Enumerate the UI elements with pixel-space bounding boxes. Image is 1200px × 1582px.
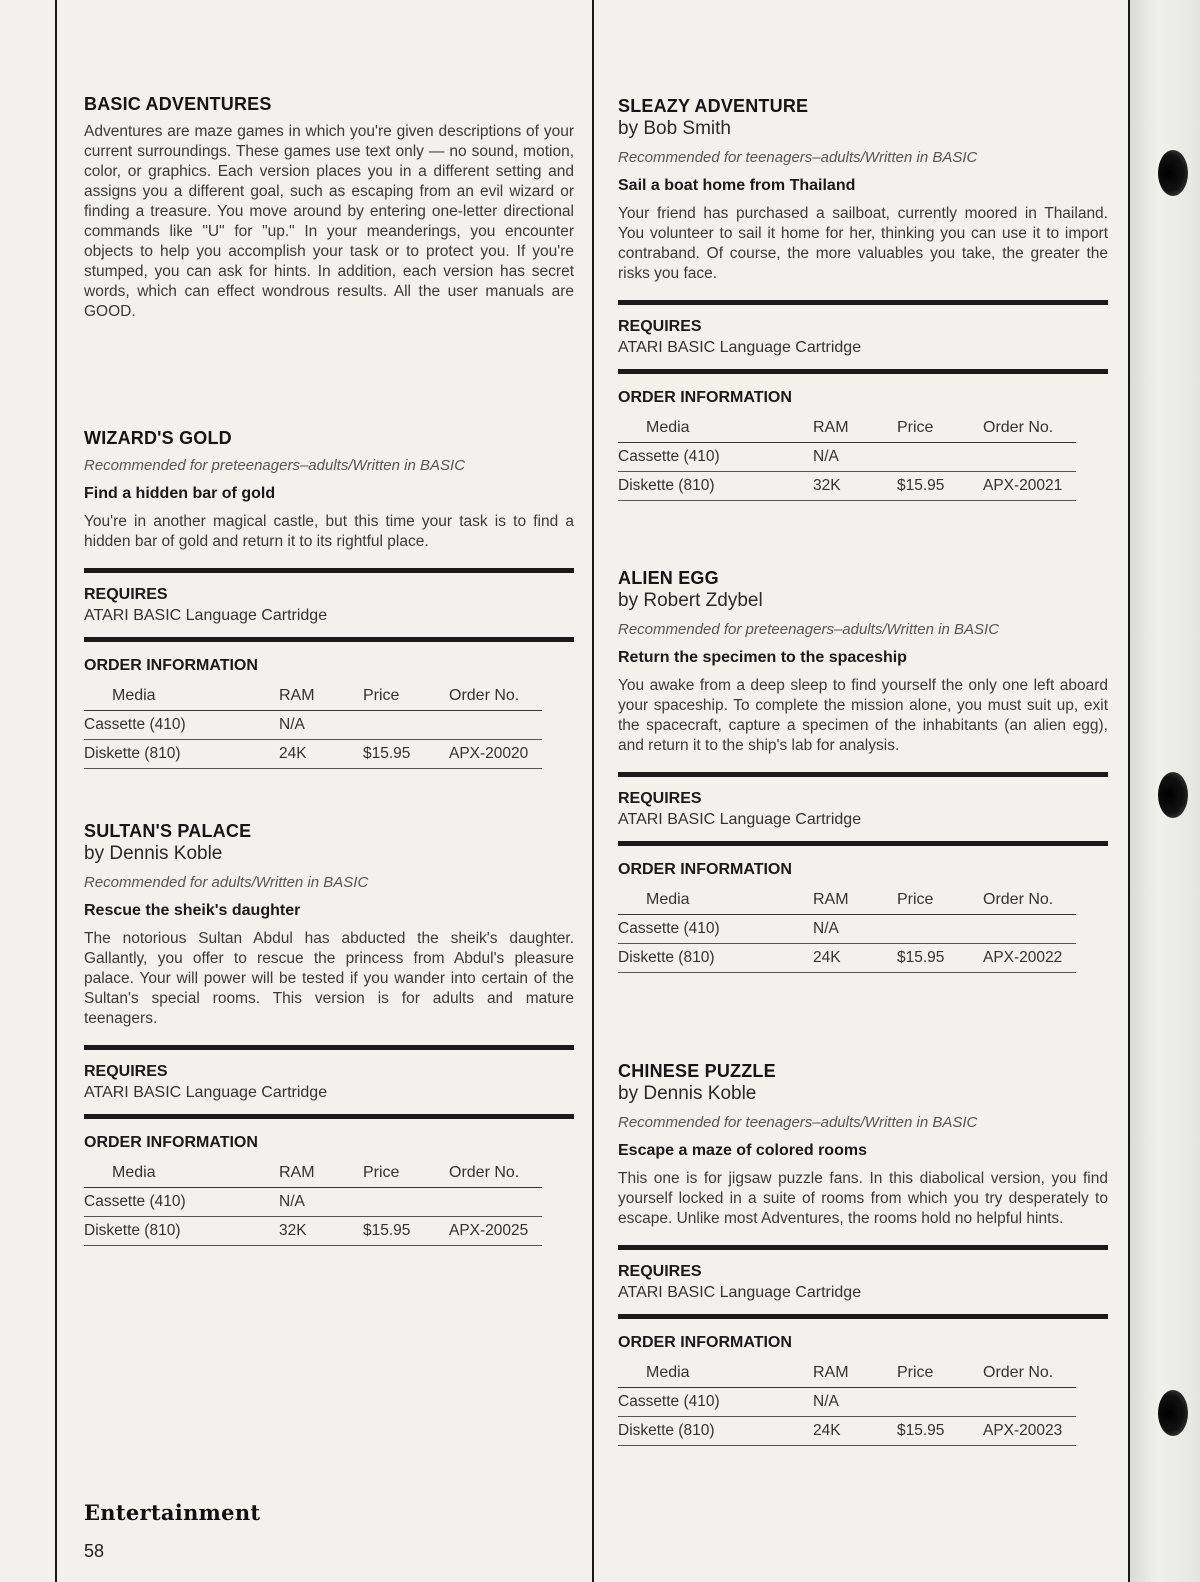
program-subtitle: Escape a maze of colored rooms [618,1142,867,1159]
order-table [84,1159,542,1246]
requires-label: REQUIRES [84,586,168,603]
header-media: Media [618,886,813,914]
left-column-rule [55,0,57,1582]
order-information-label: ORDER INFORMATION [618,1334,792,1351]
table-row [84,1216,542,1245]
table-row [618,471,1076,500]
cell-order-no [449,1187,542,1216]
order-table-header [618,414,1076,442]
order-table-header [618,1359,1076,1387]
header-price: Price [897,414,983,442]
program-author: by Dennis Koble [84,843,223,864]
program-description: You're in another magical castle, but this time your task is to find a hidden bar of gold and return it to its rightful place. [84,513,574,550]
program-subtitle: Rescue the sheik's daughter [84,902,301,919]
cell-ram: 24K [813,1416,897,1445]
cell-order-no [449,710,542,739]
header-order-no: Order No. [983,1359,1076,1387]
cell-ram: N/A [813,1387,897,1416]
basic-adventures-section [84,93,574,322]
program-title: SULTAN'S PALACE [84,821,252,841]
order-table-header [84,682,542,710]
program-description: You awake from a deep sleep to find yourself the only one left aboard your spaceship. To complete the mission alone, you must suit up, exit the spacecraft, capture a specimen of the inhabitants (an alien egg), and return it to the ship's lab for analysis. [618,677,1108,754]
order-table [618,886,1076,973]
order-information-label: ORDER INFORMATION [618,389,792,406]
order-table-header [618,886,1076,914]
requires-text: ATARI BASIC Language Cartridge [84,607,328,624]
order-information-label: ORDER INFORMATION [84,657,258,674]
left-column [84,0,574,1582]
cell-ram: 24K [813,943,897,972]
divider-rule [84,637,574,642]
sultans-palace-entry [84,820,574,1246]
alien-egg-entry [618,567,1108,973]
order-information-label: ORDER INFORMATION [84,1134,258,1151]
cell-price: $15.95 [363,739,449,768]
divider-rule [618,1314,1108,1319]
center-column-rule [592,0,594,1582]
header-ram: RAM [813,886,897,914]
requires-text: ATARI BASIC Language Cartridge [84,1084,328,1101]
cell-ram: N/A [813,914,897,943]
header-media: Media [84,1159,279,1187]
program-recommendation: Recommended for preteenagers–adults/Written in BASIC [618,621,1000,638]
header-order-no: Order No. [449,682,542,710]
program-subtitle: Find a hidden bar of gold [84,485,276,502]
cell-media: Diskette (810) [84,739,279,768]
program-title: ALIEN EGG [618,568,719,588]
table-row [618,442,1076,471]
wizards-gold-entry [84,427,574,769]
requires-text: ATARI BASIC Language Cartridge [618,1284,862,1301]
cell-ram: N/A [279,710,363,739]
header-order-no: Order No. [983,414,1076,442]
requires-label: REQUIRES [618,790,702,807]
program-title: WIZARD'S GOLD [84,428,232,448]
divider-rule [618,1245,1108,1250]
header-ram: RAM [279,682,363,710]
cell-order-no [983,914,1076,943]
requires-text: ATARI BASIC Language Cartridge [618,339,862,356]
cell-price: $15.95 [897,1416,983,1445]
table-row [84,710,542,739]
cell-price [897,1387,983,1416]
order-table [84,682,542,769]
table-row [618,943,1076,972]
binder-hole-bottom [1158,1390,1188,1436]
cell-media: Diskette (810) [84,1216,279,1245]
cell-price [897,914,983,943]
section-title: BASIC ADVENTURES [84,94,272,114]
header-ram: RAM [279,1159,363,1187]
header-order-no: Order No. [983,886,1076,914]
order-table-header [84,1159,542,1187]
program-subtitle: Sail a boat home from Thailand [618,177,856,194]
cell-price: $15.95 [897,943,983,972]
cell-media: Cassette (410) [84,1187,279,1216]
cell-media: Cassette (410) [618,914,813,943]
cell-media: Cassette (410) [618,1387,813,1416]
divider-rule [618,772,1108,777]
header-price: Price [897,1359,983,1387]
page-number: 58 [84,1541,105,1561]
program-description: Your friend has purchased a sailboat, currently moored in Thailand. You volunteer to sail it home for her, thinking you can use it to import contraband. Of course, the more valuables you take, the greater the risks you face. [618,205,1108,282]
header-order-no: Order No. [449,1159,542,1187]
cell-order-no [983,442,1076,471]
cell-ram: 24K [279,739,363,768]
cell-media: Cassette (410) [618,442,813,471]
section-description: Adventures are maze games in which you're given descriptions of your current surroundings. These games use text only — no sound, motion, color, or graphics. Each version places you in a different setting and assigns you a different goal, such as escaping from an evil wizard or finding a treasure. You move around by entering one-letter directional commands like "U" for "up." In your meanderings, you encounter objects to help you accomplish your task or to protect you. If you're stumped, you can ask for hints. In addition, each version has secret words, which can effect wondrous results. All the user manuals are GOOD. [84,123,574,320]
header-price: Price [363,682,449,710]
cell-order-no [983,1387,1076,1416]
requires-label: REQUIRES [84,1063,168,1080]
requires-label: REQUIRES [618,1263,702,1280]
program-title: SLEAZY ADVENTURE [618,96,809,116]
cell-ram: 32K [813,471,897,500]
header-ram: RAM [813,414,897,442]
requires-text: ATARI BASIC Language Cartridge [618,811,862,828]
right-column [618,0,1108,1582]
cell-ram: N/A [813,442,897,471]
header-ram: RAM [813,1359,897,1387]
table-row [618,1416,1076,1445]
program-author: by Dennis Koble [618,1083,757,1104]
header-media: Media [84,682,279,710]
cell-price [363,1187,449,1216]
cell-media: Diskette (810) [618,943,813,972]
table-row [84,739,542,768]
cell-media: Diskette (810) [618,471,813,500]
cell-price: $15.95 [897,471,983,500]
cell-order-no: APX-20020 [449,739,542,768]
order-information-label: ORDER INFORMATION [618,861,792,878]
divider-rule [84,568,574,573]
table-row [84,1187,542,1216]
header-media: Media [618,1359,813,1387]
binder-hole-top [1158,150,1188,196]
cell-media: Diskette (810) [618,1416,813,1445]
cell-order-no: APX-20021 [983,471,1076,500]
cell-order-no: APX-20023 [983,1416,1076,1445]
cell-order-no: APX-20025 [449,1216,542,1245]
requires-label: REQUIRES [618,318,702,335]
program-title: CHINESE PUZZLE [618,1061,776,1081]
divider-rule [84,1045,574,1050]
program-subtitle: Return the specimen to the spaceship [618,649,907,666]
program-recommendation: Recommended for teenagers–adults/Written in BASIC [618,149,978,166]
program-recommendation: Recommended for adults/Written in BASIC [84,874,369,891]
chinese-puzzle-entry [618,1060,1108,1446]
divider-rule [84,1114,574,1119]
header-media: Media [618,414,813,442]
cell-order-no: APX-20022 [983,943,1076,972]
program-author: by Robert Zdybel [618,590,763,611]
binder-hole-middle [1158,772,1188,818]
cell-ram: N/A [279,1187,363,1216]
cell-media: Cassette (410) [84,710,279,739]
cell-price [363,710,449,739]
cell-price: $15.95 [363,1216,449,1245]
section-footer: Entertainment [84,1500,261,1525]
order-table [618,1359,1076,1446]
program-description: This one is for jigsaw puzzle fans. In this diabolical version, you find yourself locked in a suite of rooms from which you try desperately to escape. Unlike most Adventures, the rooms hold no helpful hints. [618,1170,1108,1227]
divider-rule [618,369,1108,374]
cell-price [897,442,983,471]
divider-rule [618,841,1108,846]
header-price: Price [363,1159,449,1187]
cell-ram: 32K [279,1216,363,1245]
sleazy-adventure-entry [618,95,1108,501]
order-table [618,414,1076,501]
program-author: by Bob Smith [618,118,731,139]
program-description: The notorious Sultan Abdul has abducted the sheik's daughter. Gallantly, you offer to rescue the princess from Abdul's pleasure palace. Your will power will be tested if you wander into certain of the Sultan's special rooms. This version is for adults and mature teenagers. [84,930,574,1027]
program-recommendation: Recommended for teenagers–adults/Written in BASIC [618,1114,978,1131]
divider-rule [618,300,1108,305]
table-row [618,1387,1076,1416]
program-recommendation: Recommended for preteenagers–adults/Written in BASIC [84,457,466,474]
table-row [618,914,1076,943]
header-price: Price [897,886,983,914]
